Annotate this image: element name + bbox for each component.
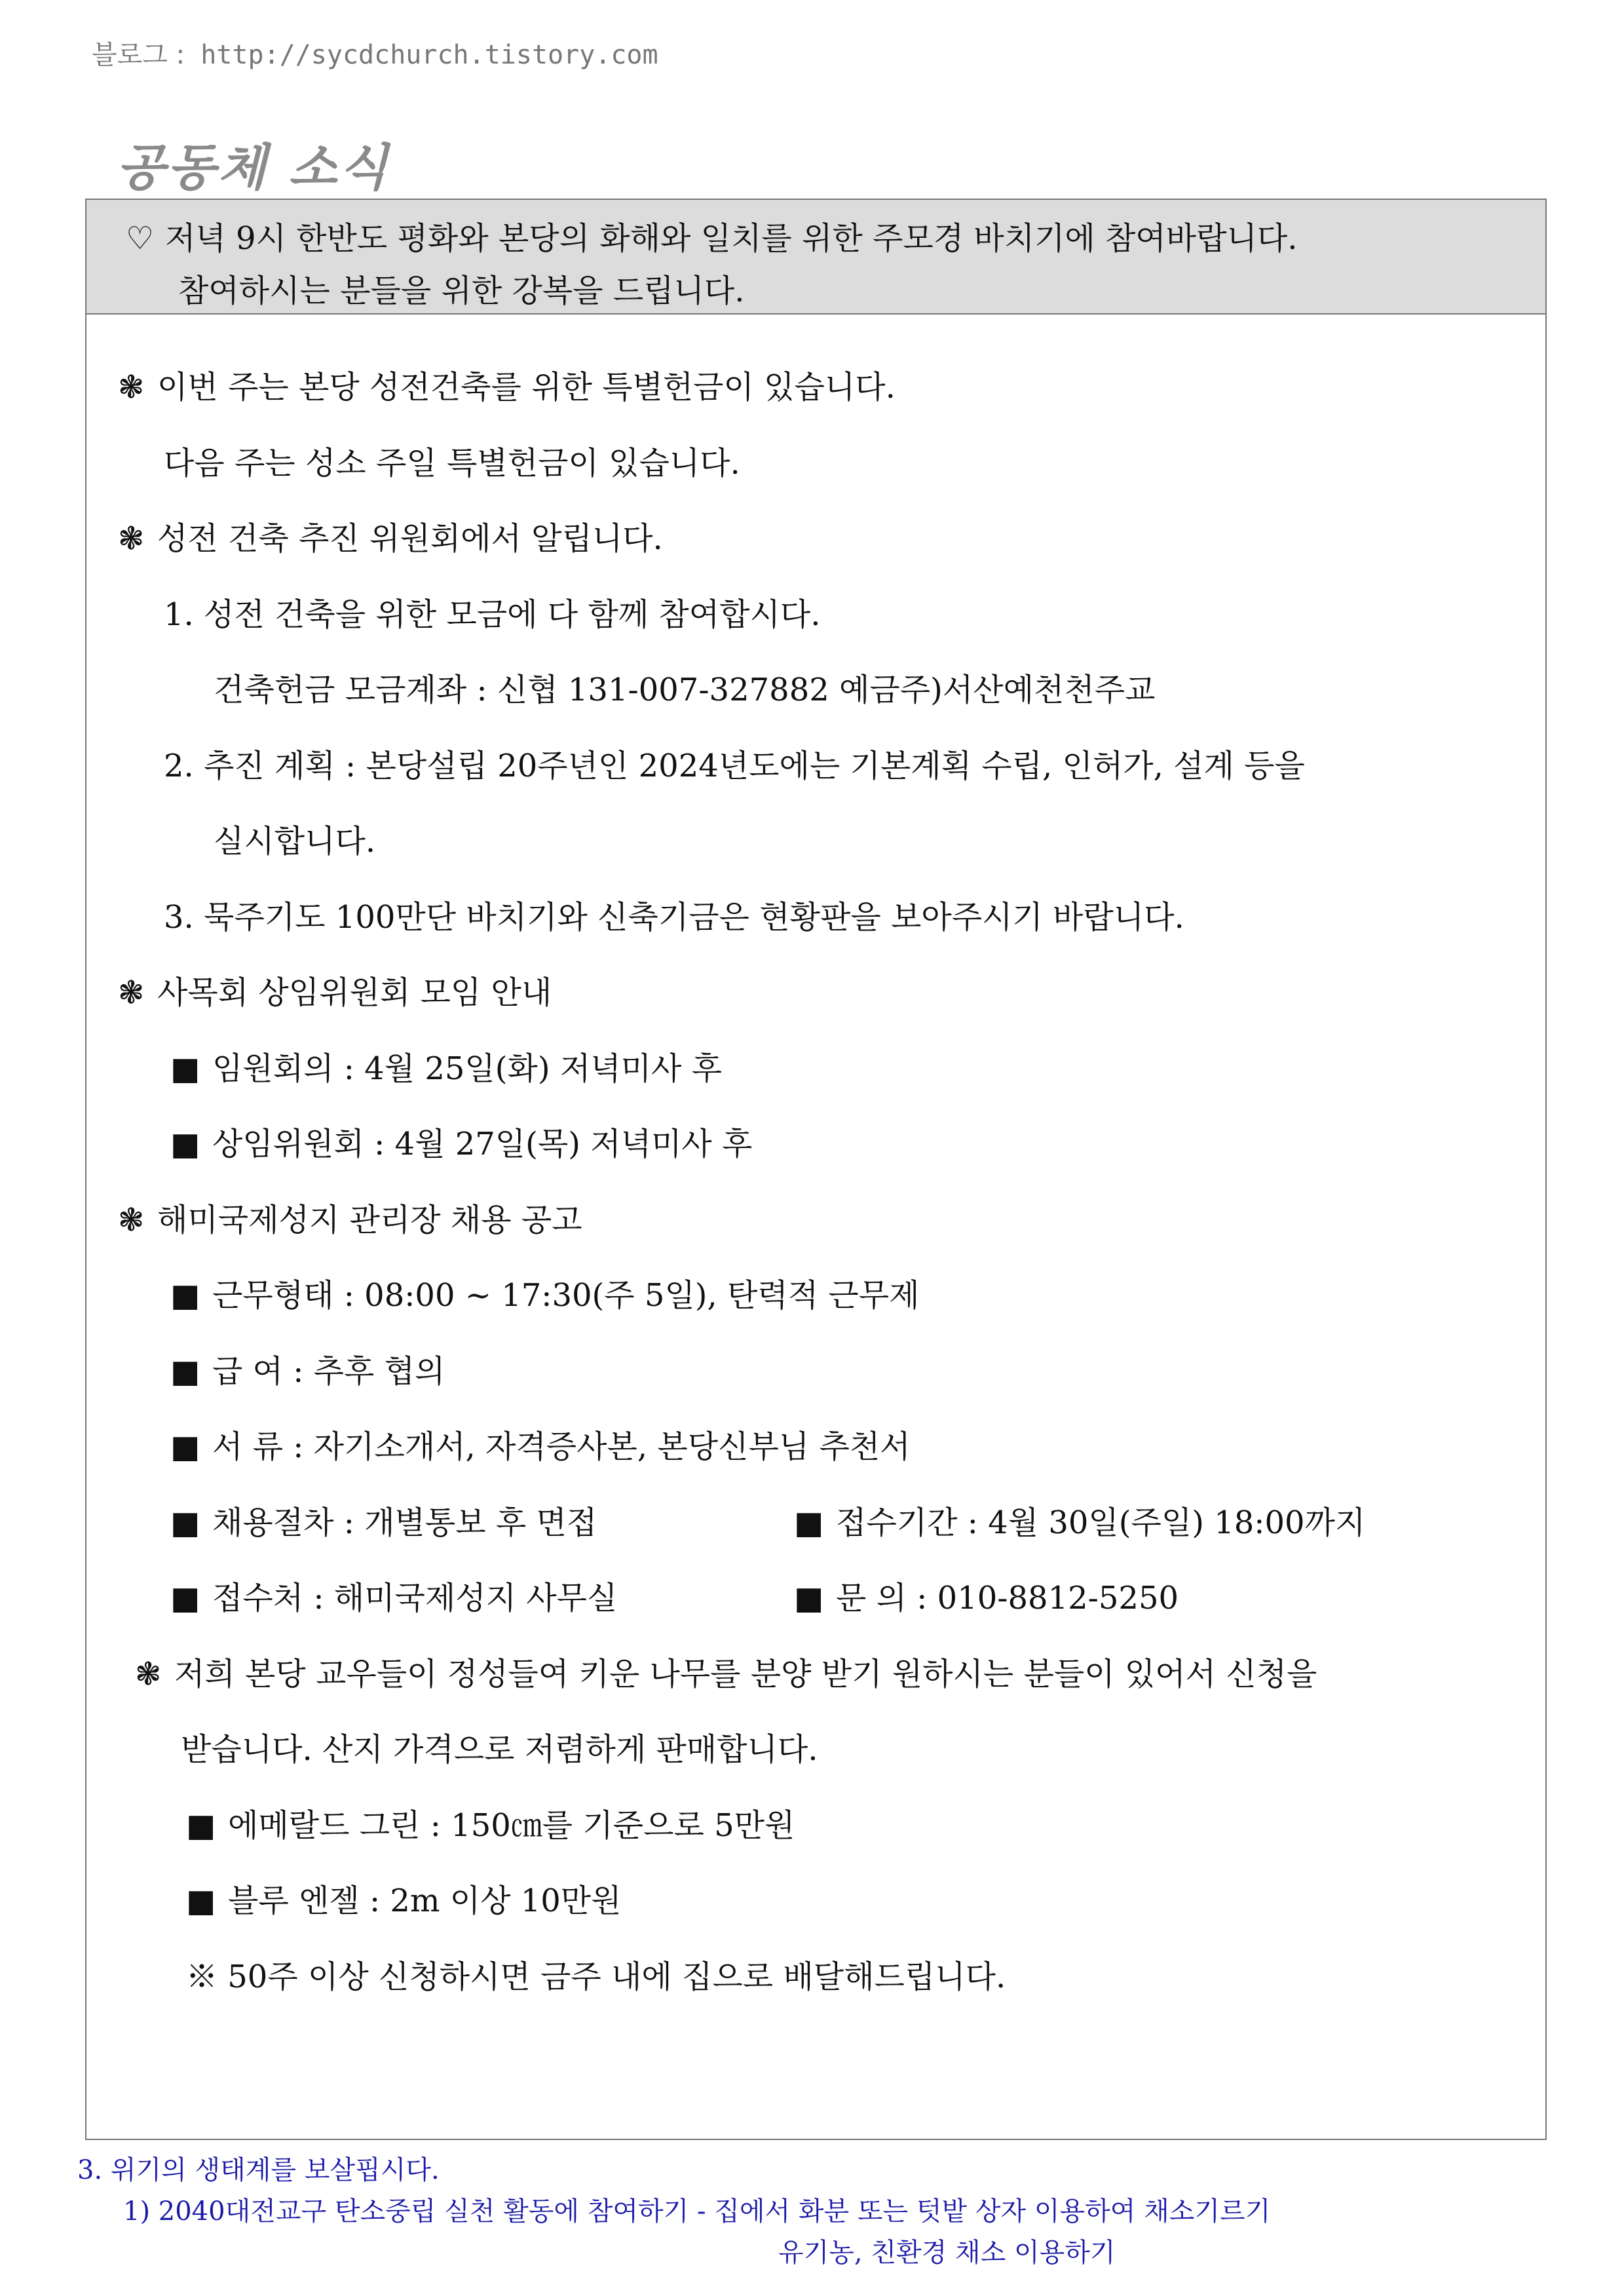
square-bullet-icon: ■ — [186, 1807, 216, 1844]
section-heading: ❃ 해미국제성지 관리장 채용 공고 — [118, 1202, 582, 1238]
section-heading: ❃ 성전 건축 추진 위원회에서 알립니다. — [118, 520, 663, 557]
account-info: 건축헌금 모금계좌 : 신협 131-007-327882 예금주)서산예천천주교 — [214, 672, 1156, 708]
list-item: ■ 블루 엔젤 : 2m 이상 10만원 — [186, 1883, 622, 1919]
list-item: ■ 채용절차 : 개별통보 후 면접 — [170, 1504, 597, 1541]
section-heading: ❃ 사목회 상임위원회 모임 안내 — [118, 974, 552, 1011]
flower-bullet-icon: ❃ — [118, 1202, 145, 1238]
square-bullet-icon: ■ — [170, 1580, 200, 1617]
list-item: ■ 에메랄드 그린 : 150㎝를 기준으로 5만원 — [186, 1807, 795, 1844]
square-bullet-icon: ■ — [170, 1504, 200, 1541]
prayer-banner — [86, 200, 1545, 315]
square-bullet-icon: ■ — [186, 1883, 216, 1919]
list-item: ■ 접수기간 : 4월 30일(주일) 18:00까지 — [794, 1504, 1366, 1541]
banner-line-1: 저녁 9시 한반도 평화와 본당의 화해와 일치를 위한 주모경 바치기에 참여바랍니다. — [165, 220, 1298, 257]
flower-bullet-icon: ❃ — [118, 369, 145, 406]
news-box — [85, 199, 1547, 2140]
list-item: ■ 상임위원회 : 4월 27일(목) 저녁미사 후 — [170, 1126, 753, 1162]
heart-icon: ♡ — [126, 220, 155, 257]
flower-bullet-icon: ❃ — [118, 974, 145, 1011]
page-title: 공동체 소식 — [117, 138, 390, 197]
square-bullet-icon: ■ — [170, 1050, 200, 1087]
square-bullet-icon: ■ — [794, 1504, 824, 1541]
list-item: ■ 접수처 : 해미국제성지 사무실 — [170, 1580, 618, 1617]
square-bullet-icon: ■ — [170, 1277, 200, 1314]
list-item: ■ 급 여 : 추후 협의 — [170, 1353, 445, 1390]
blog-address — [92, 34, 658, 71]
footer-line-2: 1) 2040대전교구 탄소중립 실천 활동에 참여하기 - 집에서 화분 또는 텃밭 상자 이용하여 채소기르기 — [123, 2196, 1271, 2227]
flower-bullet-icon: ❃ — [118, 520, 145, 557]
list-item-continued: 받습니다. 산지 가격으로 저렴하게 판매합니다. — [181, 1731, 818, 1768]
square-bullet-icon: ■ — [170, 1428, 200, 1465]
list-item: ■ 문 의 : 010-8812-5250 — [794, 1580, 1179, 1617]
list-item-continued: 실시합니다. — [214, 823, 376, 860]
blog-label: 블로그 : — [92, 40, 185, 70]
list-item: 3. 묵주기도 100만단 바치기와 신축기금은 현황판을 보아주시기 바랍니다. — [164, 899, 1184, 936]
list-item: ■ 임원회의 : 4월 25일(화) 저녁미사 후 — [170, 1050, 722, 1087]
blog-url[interactable]: http://sycdchurch.tistory.com — [200, 40, 658, 70]
square-bullet-icon: ■ — [170, 1126, 200, 1162]
list-item: 2. 추진 계획 : 본당설립 20주년인 2024년도에는 기본계획 수립, 인허가, 설계 등을 — [164, 748, 1305, 784]
banner-line-2: 참여하시는 분들을 위한 강복을 드립니다. — [178, 273, 745, 309]
list-item: ■ 서 류 : 자기소개서, 자격증사본, 본당신부님 추천서 — [170, 1428, 911, 1465]
footer-line-1: 3. 위기의 생태계를 보살핍시다. — [77, 2155, 440, 2185]
square-bullet-icon: ■ — [170, 1353, 200, 1390]
list-item: 1. 성전 건축을 위한 모금에 다 함께 참여합시다. — [164, 596, 821, 633]
square-bullet-icon: ■ — [794, 1580, 824, 1617]
list-item: ❃ 이번 주는 본당 성전건축를 위한 특별헌금이 있습니다. — [118, 369, 896, 406]
section-heading: ❃ 저희 본당 교우들이 정성들여 키운 나무를 분양 받기 원하시는 분들이 있어서 신청을 — [135, 1656, 1317, 1693]
flower-bullet-icon: ❃ — [135, 1656, 162, 1693]
list-item: 다음 주는 성소 주일 특별헌금이 있습니다. — [164, 445, 740, 482]
note: ※ 50주 이상 신청하시면 금주 내에 집으로 배달해드립니다. — [186, 1959, 1006, 1995]
list-item: ■ 근무형태 : 08:00 ~ 17:30(주 5일), 탄력적 근무제 — [170, 1277, 920, 1314]
footer-line-3: 유기농, 친환경 채소 이용하기 — [778, 2238, 1116, 2268]
